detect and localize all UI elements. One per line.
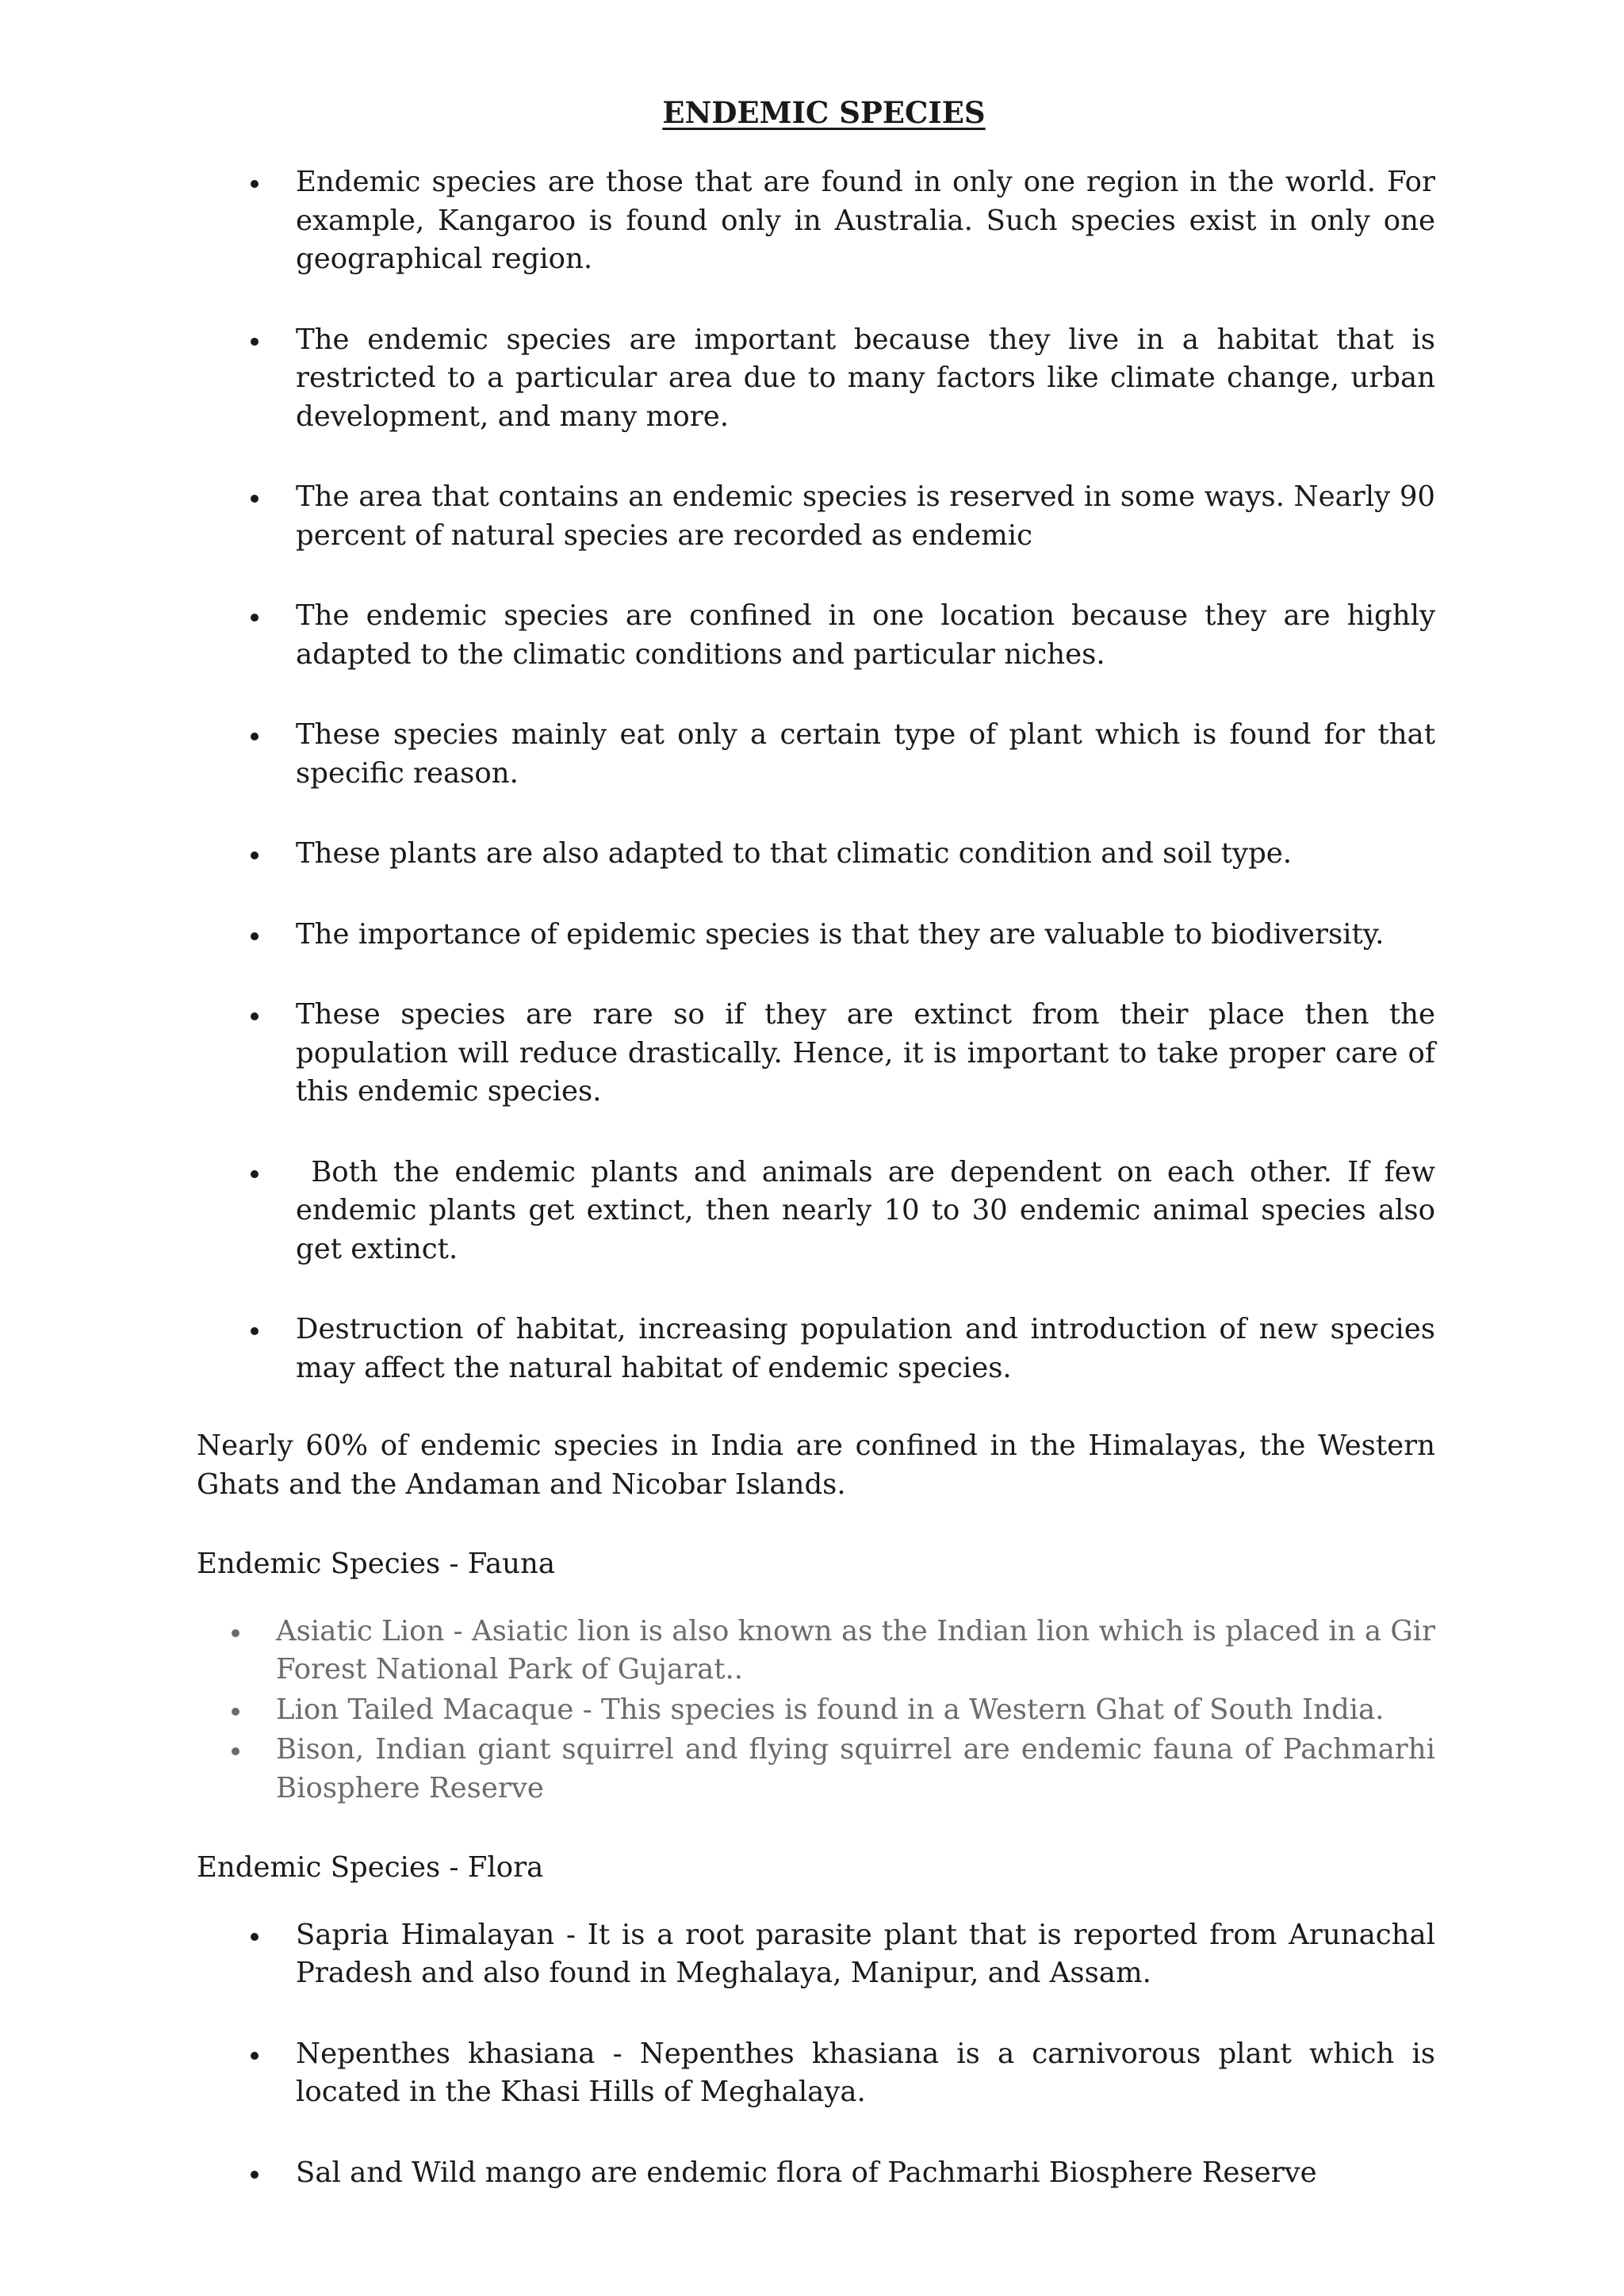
list-item: [197, 1311, 1435, 1387]
list-item: [197, 1613, 1435, 1689]
fauna-heading: Endemic Species - Fauna: [197, 1548, 556, 1580]
list-item: [197, 478, 1435, 555]
list-item-text: The area that contains an endemic species is reserved in some ways. Nearly 90 percent of natural species are recorded as endemic: [296, 480, 1435, 552]
list-item: [197, 1154, 1445, 1269]
bullet-icon: [232, 1629, 239, 1637]
list-item-text: Asiatic Lion - Asiatic lion is also known as the Indian lion which is placed in a Gir Forest National Park of Gujarat..: [276, 1614, 1435, 1686]
bullet-icon: [251, 180, 259, 188]
bullet-icon: [251, 1170, 259, 1178]
list-item: [197, 163, 1435, 279]
list-item: [197, 996, 1435, 1112]
list-item: [197, 597, 1435, 674]
list-item: [197, 916, 1435, 955]
list-item-text: These species mainly eat only a certain type of plant which is found for that specific reason.: [296, 718, 1435, 790]
list-item-text: Lion Tailed Macaque - This species is found in a Western Ghat of South India.: [276, 1693, 1385, 1726]
list-item-text: Sapria Himalayan - It is a root parasite plant that is reported from Arunachal Pradesh and also found in Meghalaya, Manipur, and Assam.: [296, 1918, 1435, 1989]
bullet-icon: [232, 1747, 239, 1755]
list-item-text: Both the endemic plants and animals are dependent on each other. If few endemic plants get extinct, then nearly 10 to 30 endemic animal species also get extinct.: [296, 1155, 1445, 1265]
bullet-icon: [251, 1327, 259, 1335]
list-item-text: Bison, Indian giant squirrel and flying squirrel are endemic fauna of Pachmarhi Biosphere Reserve: [276, 1733, 1435, 1804]
bullet-icon: [251, 614, 259, 622]
flora-heading: Endemic Species - Flora: [197, 1851, 544, 1884]
list-item-text: These plants are also adapted to that climatic condition and soil type.: [296, 837, 1293, 870]
list-item: [197, 321, 1435, 437]
list-item: [197, 835, 1435, 874]
bullet-icon: [251, 2052, 259, 2060]
bullet-icon: [232, 1708, 239, 1716]
list-item-text: The endemic species are confined in one location because they are highly adapted to the climatic conditions and particular niches.: [296, 599, 1435, 671]
bullet-icon: [251, 1933, 259, 1941]
list-item: [197, 2035, 1435, 2112]
list-item-text: Sal and Wild mango are endemic flora of Pachmarhi Biosphere Reserve: [296, 2156, 1317, 2189]
list-item: [197, 1731, 1435, 1808]
flora-list: [197, 1916, 1435, 2193]
list-item-text: Destruction of habitat, increasing population and introduction of new species may affect the natural habitat of endemic species.: [296, 1313, 1435, 1384]
bullet-icon: [251, 338, 259, 346]
bullet-icon: [251, 851, 259, 859]
fauna-list: [197, 1613, 1435, 1808]
bullet-icon: [251, 932, 259, 940]
list-item: [197, 1691, 1435, 1730]
list-item: [197, 1916, 1435, 1993]
list-item-text: The endemic species are important because they live in a habitat that is restricted to a particular area due to many factors like climate change, urban development, and many more.: [296, 323, 1435, 433]
bullet-icon: [251, 733, 259, 740]
list-item-text: These species are rare so if they are extinct from their place then the population will reduce drastically. Hence, it is important to take proper care of this endemic species.: [296, 998, 1435, 1108]
list-item-text: Endemic species are those that are found in only one region in the world. For example, Kangaroo is found only in Australia. Such species exist in only one geographical region.: [296, 166, 1435, 275]
bullet-icon: [251, 1012, 259, 1020]
india-paragraph: Nearly 60% of endemic species in India are confined in the Himalayas, the Western Ghats and the Andaman and Nicobar Islands.: [197, 1429, 1435, 1501]
list-item: [197, 2154, 1435, 2193]
page-title: ENDEMIC SPECIES: [662, 95, 986, 130]
bullet-icon: [251, 495, 259, 503]
endemic-facts-list: [197, 163, 1445, 1387]
list-item: [197, 716, 1435, 793]
list-item-text: Nepenthes khasiana - Nepenthes khasiana is a carnivorous plant which is located in the Khasi Hills of Meghalaya.: [296, 2037, 1435, 2108]
bullet-icon: [251, 2171, 259, 2179]
list-item-text: The importance of epidemic species is that they are valuable to biodiversity.: [296, 917, 1385, 951]
